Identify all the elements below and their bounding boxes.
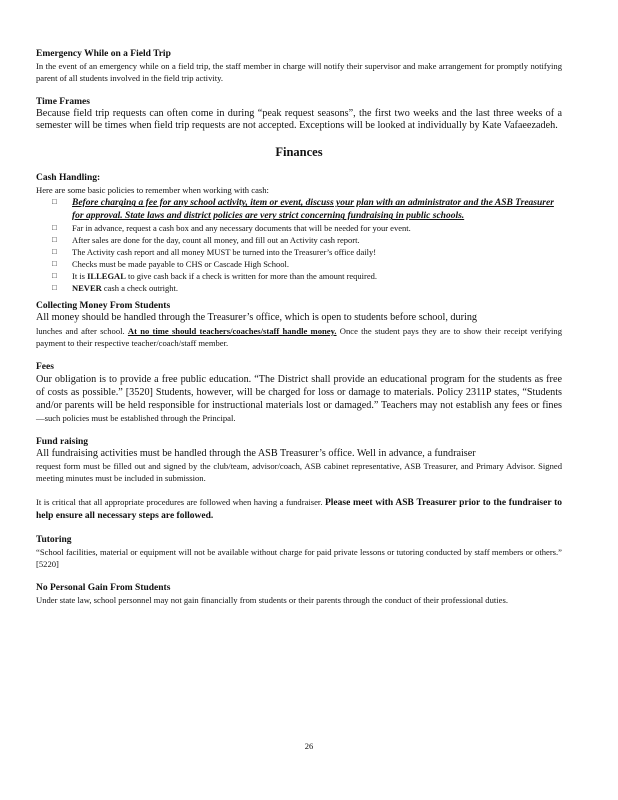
illegal-suffix: to give cash back if a check is written for more than the amount required. <box>128 271 378 282</box>
no-personal-gain-heading: No Personal Gain From Students <box>36 582 171 593</box>
checkbox-bullet-icon: □ <box>52 235 57 245</box>
fees-heading: Fees <box>36 361 54 372</box>
emergency-heading: Emergency While on a Field Trip <box>36 49 171 59</box>
never-suffix: cash a check outright. <box>103 283 178 294</box>
list-item <box>52 222 562 234</box>
list-item-text: Checks must be made payable to CHS or Cascade High School. <box>72 259 289 270</box>
collecting-body-b: Once the student pays they are to show their receipt verifying payment to their respective teacher/coach/staff member. <box>36 325 563 348</box>
fees-body <box>36 373 562 424</box>
checkbox-bullet-icon: □ <box>52 223 57 233</box>
tutoring-body: “School facilities, material or equipment will not be available without charge for paid private lessons or tutoring conducted by staff members or others.” [5220] <box>36 546 562 569</box>
fundraising-body-small: request form must be filled out and signed by the club/team, advisor/coach, ASB cabinet representative, ASB Treasurer, and Primary Advisor. Signed meeting minutes must be included in submission. <box>36 460 562 483</box>
list-item <box>52 246 562 258</box>
checkbox-bullet-icon: □ <box>52 247 57 257</box>
checkbox-bullet-icon: □ <box>52 197 57 207</box>
fundraising-critical <box>36 496 562 522</box>
emergency-body: In the event of an emergency while on a field trip, the staff member in charge will notify their supervisor and make arrangement for promptly notifying parent of all students involved in the field trip activity. <box>36 61 562 83</box>
cash-handling-list <box>52 196 562 294</box>
list-item-text: After sales are done for the day, count all money, and fill out an Activity cash report. <box>72 235 360 246</box>
finances-title: Finances <box>275 145 323 160</box>
never-word: NEVER <box>72 283 102 294</box>
list-item <box>52 234 562 246</box>
illegal-word: ILLEGAL <box>87 271 126 282</box>
list-item <box>52 270 562 282</box>
document-page <box>36 48 562 606</box>
collecting-heading: Collecting Money From Students <box>36 301 171 312</box>
list-item-text: Far in advance, request a cash box and any necessary documents that will be needed for your event. <box>72 223 411 234</box>
checkbox-bullet-icon: □ <box>52 283 57 293</box>
fees-body-small: —such policies must be established through the Principal. <box>36 412 236 423</box>
fundraising-critical-bold: Please meet with ASB Treasurer prior to the fundraiser to help ensure all necessary steps are followed. <box>36 497 562 521</box>
fees-body-big: Our obligation is to provide a free public education. “The District shall provide an educational program for the students as free of costs as possible.” [3520] Students, however, will be charged for loss or damage to materials. Policy 2311P states, “Students and/or parents will be held responsible for instructional materials lost or damaged.” Teachers may not establish any fees or fines <box>36 373 562 411</box>
page-number: 26 <box>304 741 314 751</box>
collecting-body <box>36 325 562 349</box>
cash-handling-heading: Cash Handling: <box>36 173 101 184</box>
fundraising-heading: Fund raising <box>36 436 89 447</box>
list-item <box>52 282 562 294</box>
fundraising-critical-small: It is critical that all appropriate procedures are followed when having a fundraiser. <box>36 496 323 507</box>
collecting-body-big: All money should be handled through the Treasurer’s office, which is open to students before school, during <box>36 312 478 324</box>
collecting-body-a: lunches and after school. <box>36 325 125 336</box>
collecting-emphasis: At no time should teachers/coaches/staff handle money. <box>127 325 337 336</box>
time-frames-heading: Time Frames <box>36 97 90 107</box>
cash-handling-intro: Here are some basic policies to remember when working with cash: <box>36 185 269 196</box>
checkbox-bullet-icon: □ <box>52 271 57 281</box>
fundraising-body-big: All fundraising activities must be handled through the ASB Treasurer’s office. Well in advance, a fundraiser <box>36 447 476 459</box>
no-personal-gain-body: Under state law, school personnel may not gain financially from students or their parents through the conduct of their professional duties. <box>36 594 508 605</box>
time-frames-body: Because field trip requests can often come in during “peak request seasons”, the first two weeks and the last three weeks of a semester will be times when field trip requests are not accepted. Exceptions will be looked at individually by Kate Vafaeezadeh. <box>36 108 562 132</box>
illegal-prefix: It is <box>72 271 85 282</box>
tutoring-heading: Tutoring <box>36 534 72 545</box>
list-item <box>52 258 562 270</box>
list-item <box>52 196 562 222</box>
lead-policy-text: Before charging a fee for any school activity, item or event, discuss your plan with an administrator and the ASB Treasurer for approval. State laws and district policies are very strict concerning fundraising in public schools. <box>72 198 554 222</box>
checkbox-bullet-icon: □ <box>52 259 57 269</box>
list-item-text: The Activity cash report and all money MUST be turned into the Treasurer’s office daily! <box>72 247 377 258</box>
